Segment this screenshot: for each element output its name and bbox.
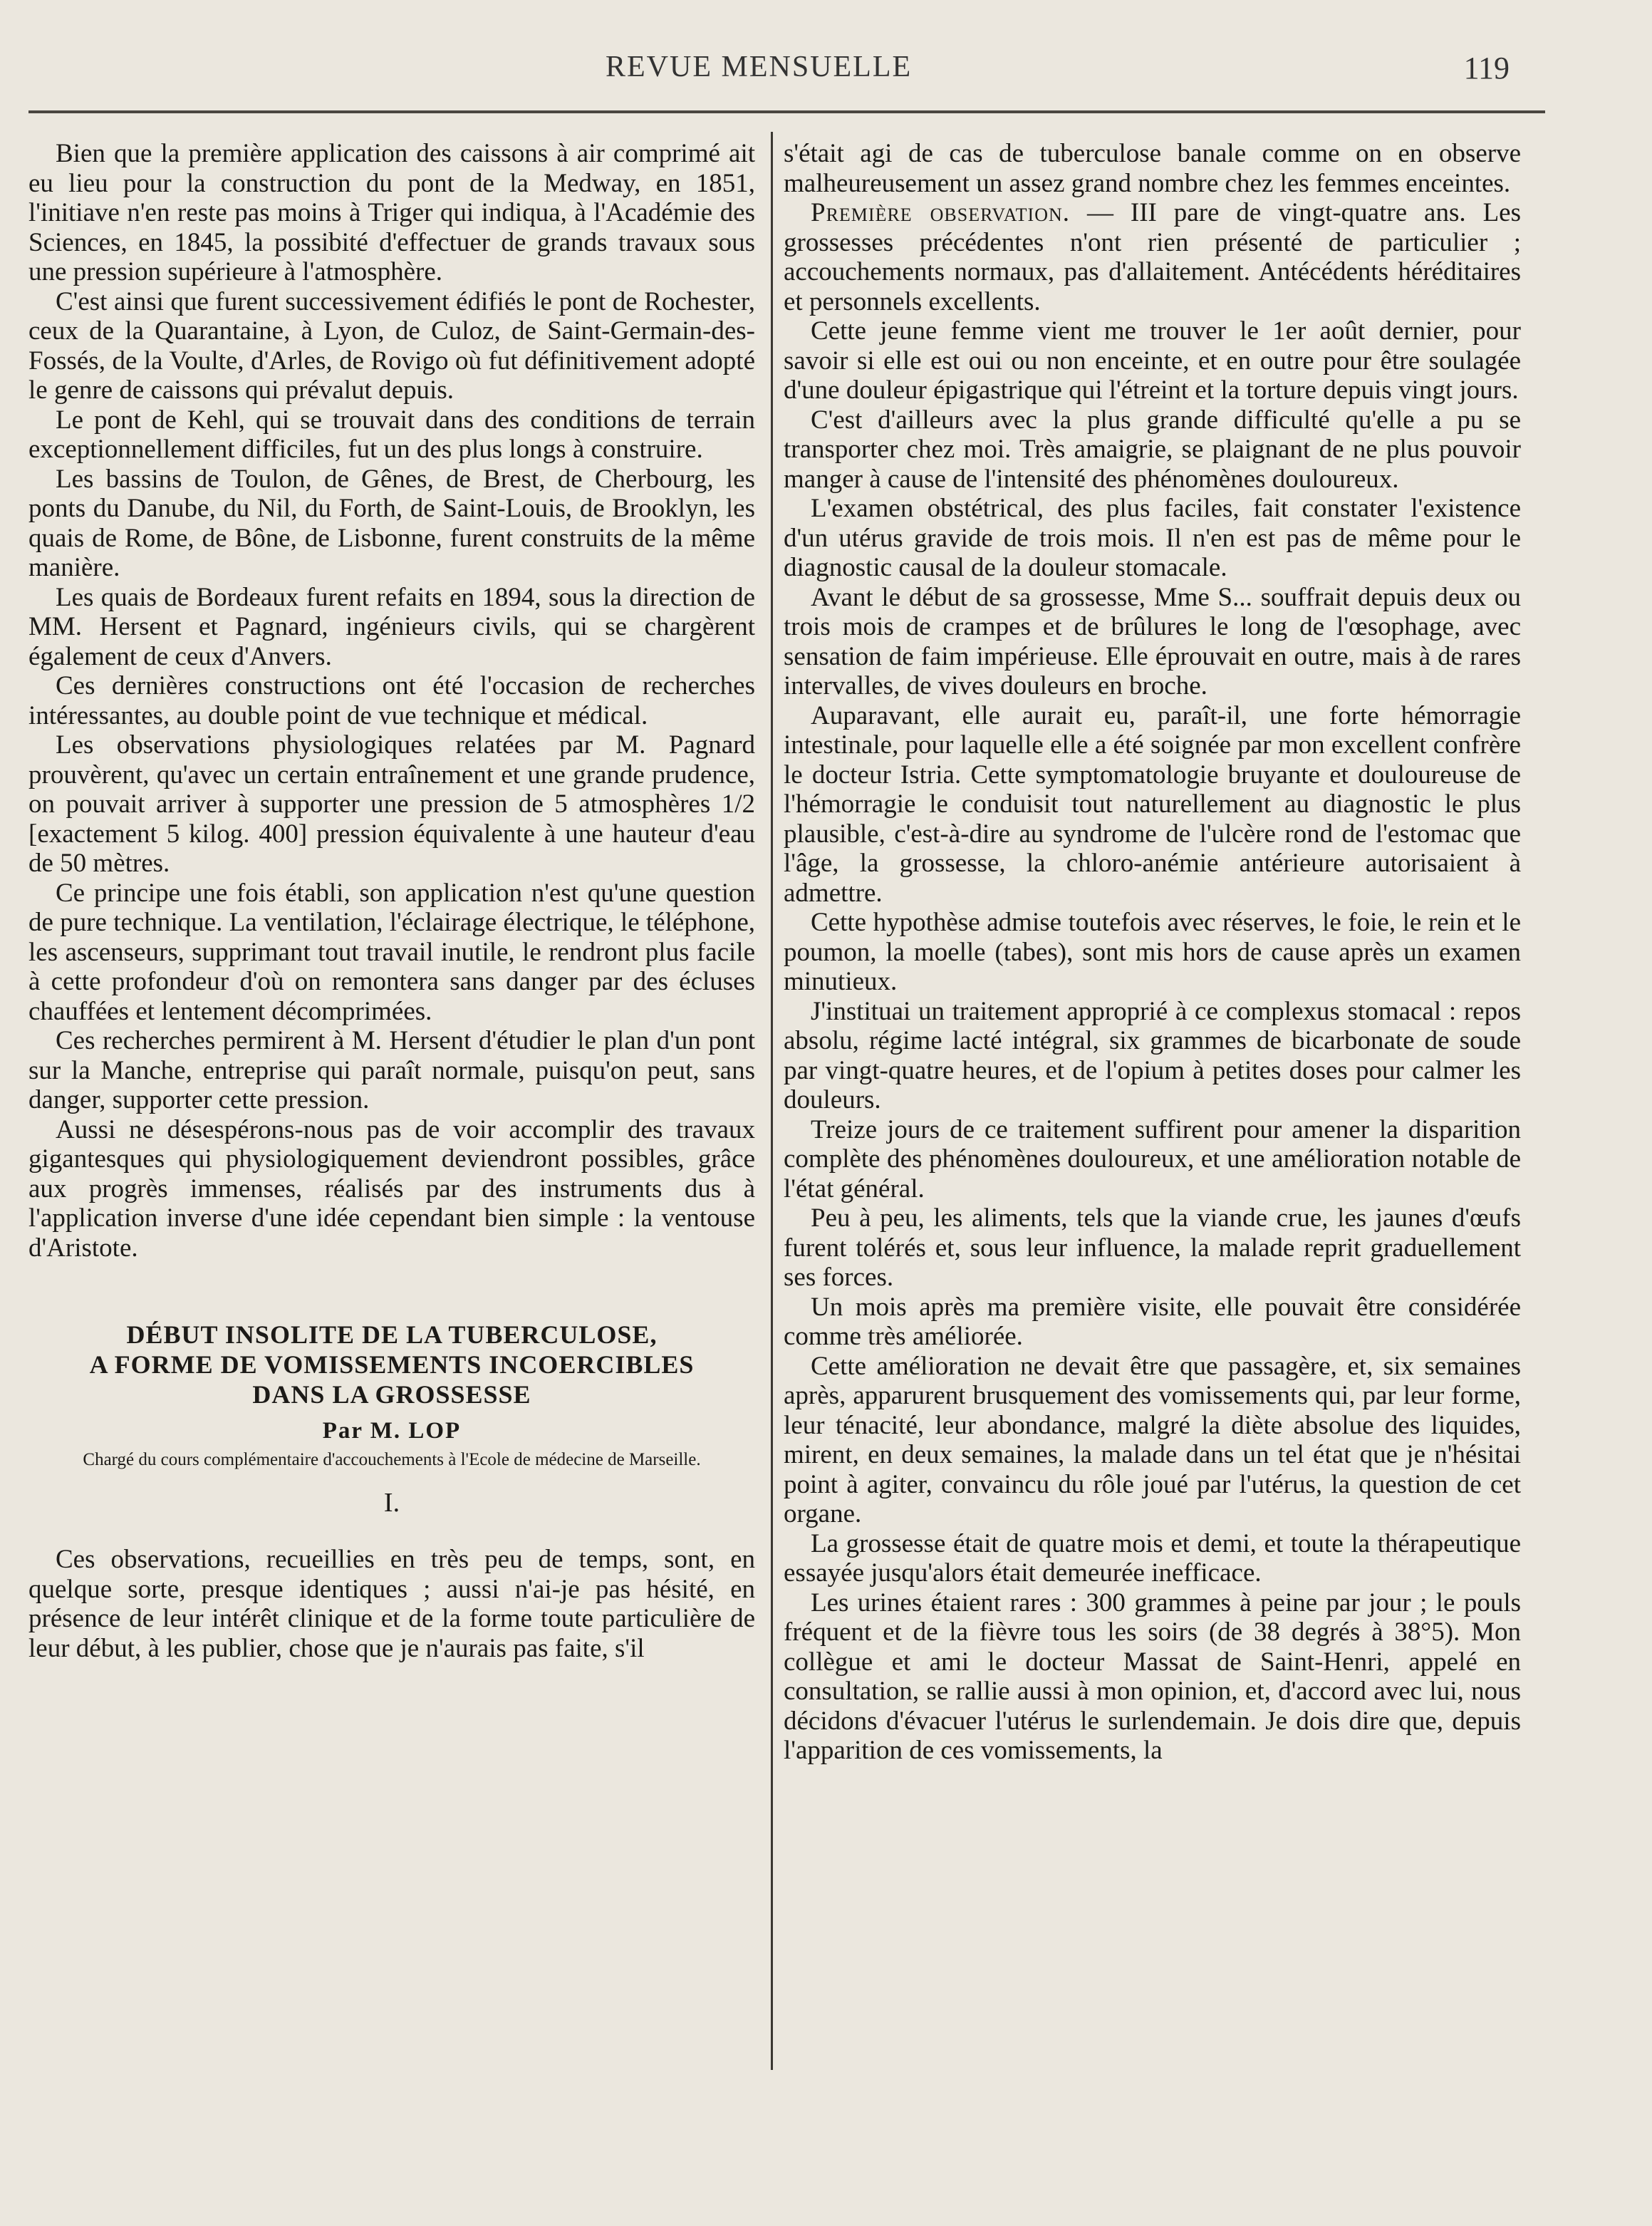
- observation-label: Première observation.: [811, 198, 1071, 227]
- header-rule: [28, 110, 1545, 113]
- paragraph: Cette jeune femme vient me trouver le 1er août dernier, pour savoir si elle est oui ou non enceinte, et en outre pour être soulagée d'une douleur épigastrique qui l'étreint et la torture depuis vingt jours.: [784, 316, 1521, 405]
- left-column: [28, 139, 755, 2212]
- paragraph: Cette hypothèse admise toutefois avec réserves, le foie, le rein et le poumon, la moelle (tabes), sont mis hors de cause après un examen minutieux.: [784, 908, 1521, 996]
- paragraph: s'était agi de cas de tuberculose banale comme on en observe malheureusement un assez grand nombre chez les femmes enceintes.: [784, 139, 1521, 198]
- paragraph: Aussi ne désespérons-nous pas de voir accomplir des travaux gigantesques qui physiologiquement deviendront possibles, grâce aux progrès immenses, réalisés par des instruments dus à l'application inverse d'une idée cependant bien simple : la ventouse d'Aristote.: [28, 1114, 755, 1263]
- paragraph: Ce principe une fois établi, son application n'est qu'une question de pure technique. La ventilation, l'éclairage électrique, le téléphone, les ascenseurs, supprimant tout travail inutile, le rendront plus facile à cette profondeur d'où on remontera sans danger par des écluses chauffées et lentement décomprimées.: [28, 878, 755, 1026]
- running-head: [0, 50, 1652, 93]
- paragraph: Les bassins de Toulon, de Gênes, de Brest, de Cherbourg, les ponts du Danube, du Nil, du Forth, de Saint-Louis, de Brooklyn, les quais de Rome, de Bône, de Lisbonne, furent construits de la même manière.: [28, 464, 755, 582]
- paragraph: Treize jours de ce traitement suffirent pour amener la disparition complète des phénomènes douloureux, et une amélioration notable de l'état général.: [784, 1114, 1521, 1203]
- article-byline: Par M. LOP: [322, 1418, 462, 1444]
- paragraph: Cette amélioration ne devait être que passagère, et, six semaines après, apparurent brusquement des vomissements qui, par leur forme, leur ténacité, leur abondance, malgré la diète absolue des liquides, mirent, en deux semaines, la malade dans un tel état que je n'hésitai point à agiter, convaincu du rôle joué par l'utérus, la question de cet organe.: [784, 1351, 1521, 1528]
- paragraph: J'instituai un traitement approprié à ce complexus stomacal : repos absolu, régime lacté intégral, six grammes de bicarbonate de soude par vingt-quatre heures, et de l'opium à petites doses pour calmer les douleurs.: [784, 996, 1521, 1114]
- observation-paragraph: [784, 198, 1521, 316]
- paragraph: C'est ainsi que furent successivement édifiés le pont de Rochester, ceux de la Quarantaine, à Lyon, de Culoz, de Saint-Germain-des-Fossés, de la Voulte, d'Arles, de Rovigo où fut définitivement adopté le genre de caissons qui prévalut depuis.: [28, 286, 755, 405]
- article-title-line: A FORME DE VOMISSEMENTS INCOERCIBLES: [89, 1350, 695, 1379]
- paragraph: L'examen obstétrical, des plus faciles, fait constater l'existence d'un utérus gravide de trois mois. Il n'en est pas de même pour le diagnostic causal de la douleur stomacale.: [784, 494, 1521, 582]
- article-title-line: DANS LA GROSSESSE: [252, 1380, 531, 1409]
- page-number: 119: [1463, 51, 1510, 86]
- right-column: [784, 139, 1521, 2212]
- section-number: I.: [383, 1487, 400, 1518]
- observation-text: — III pare de vingt-quatre ans. Les grossesses précédentes n'ont rien présenté de particulier ; accouchements normaux, pas d'allaitement. Antécédents héréditaires et personnels excellents.: [784, 198, 1521, 316]
- paragraph: Ces dernières constructions ont été l'occasion de recherches intéressantes, au double point de vue technique et médical.: [28, 671, 755, 730]
- paragraph: Ces observations, recueillies en très peu de temps, sont, en quelque sorte, presque identiques ; aussi n'ai-je pas hésité, en présence de leur intérêt clinique et de la forme toute particulière de leur début, à les publier, chose que je n'aurais pas faite, s'il: [28, 1545, 755, 1663]
- paragraph: Les urines étaient rares : 300 grammes à peine par jour ; le pouls fréquent et de la fièvre tous les soirs (de 38 degrés à 38°5). Mon collègue et ami le docteur Massat de Saint-Henri, appelé en consultation, se rallie aussi à mon opinion, et, d'accord avec lui, nous décidons d'évacuer l'utérus le surlendemain. Je dois dire que, depuis l'apparition de ces vomissements, la: [784, 1588, 1521, 1765]
- paragraph: C'est d'ailleurs avec la plus grande difficulté qu'elle a pu se transporter chez moi. Très amaigrie, se plaignant de ne plus pouvoir manger à cause de l'intensité des phénomènes douloureux.: [784, 405, 1521, 494]
- paragraph: Les observations physiologiques relatées par M. Pagnard prouvèrent, qu'avec un certain entraînement et une grande prudence, on pouvait arriver à supporter une pression de 5 atmosphères 1/2 [exactement 5 kilog. 400] pression équivalente à une hauteur d'eau de 50 mètres.: [28, 730, 755, 878]
- author-affiliation: Chargé du cours complémentaire d'accouchements à l'Ecole de médecine de Marseille.: [83, 1449, 701, 1469]
- paragraph: Les quais de Bordeaux furent refaits en 1894, sous la direction de MM. Hersent et Pagnard, ingénieurs civils, qui se chargèrent également de ceux d'Anvers.: [28, 582, 755, 671]
- paragraph: Peu à peu, les aliments, tels que la viande crue, les jaunes d'œufs furent tolérés et, sous leur influence, la malade reprit graduellement ses forces.: [784, 1203, 1521, 1292]
- running-title: REVUE MENSUELLE: [606, 51, 913, 83]
- article-title: [28, 1320, 755, 1409]
- paragraph: La grossesse était de quatre mois et demi, et toute la thérapeutique essayée jusqu'alors était demeurée inefficace.: [784, 1528, 1521, 1588]
- paragraph: Avant le début de sa grossesse, Mme S... souffrait depuis deux ou trois mois de crampes et de brûlures le long de l'œsophage, avec sensation de faim impérieuse. Elle éprouvait en outre, mais à de rares intervalles, de vives douleurs en broche.: [784, 582, 1521, 700]
- paragraph: Le pont de Kehl, qui se trouvait dans des conditions de terrain exceptionnellement difficiles, fut un des plus longs à construire.: [28, 405, 755, 464]
- article-title-line: DÉBUT INSOLITE DE LA TUBERCULOSE,: [126, 1320, 658, 1349]
- paragraph: Auparavant, elle aurait eu, paraît-il, une forte hémorragie intestinale, pour laquelle elle a été soignée par mon excellent confrère le docteur Istria. Cette symptomatologie bruyante et douloureuse de l'hémorragie le conduisit tout naturellement au diagnostic le plus plausible, c'est-à-dire au syndrome de l'ulcère rond de l'estomac que l'âge, la grossesse, la chloro-anémie antérieure autorisaient à admettre.: [784, 700, 1521, 908]
- column-divider: [771, 132, 773, 2070]
- paragraph: Bien que la première application des caissons à air comprimé ait eu lieu pour la construction du pont de la Medway, en 1851, l'initiave n'en reste pas moins à Triger qui indiqua, à l'Académie des Sciences, en 1845, la possibité d'effectuer de grands travaux sous une pression supérieure à l'atmosphère.: [28, 139, 755, 286]
- paragraph: Ces recherches permirent à M. Hersent d'étudier le plan d'un pont sur la Manche, entreprise qui paraît normale, puisqu'on peut, sans danger, supporter cette pression.: [28, 1026, 755, 1114]
- paragraph: Un mois après ma première visite, elle pouvait être considérée comme très améliorée.: [784, 1292, 1521, 1351]
